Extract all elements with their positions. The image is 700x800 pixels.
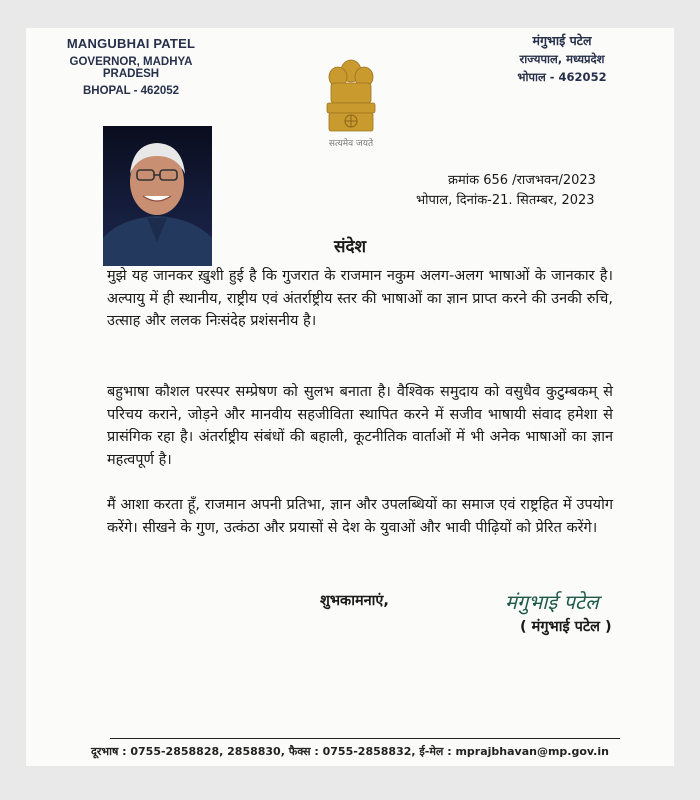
reference-number: क्रमांक 656 /राजभवन/2023 (448, 173, 596, 188)
address-en: BHOPAL - 462052 (82, 85, 180, 97)
governor-designation-en: GOVERNOR, MADHYA PRADESH (69, 56, 193, 80)
contact-footer: दूरभाष : 0755-2858828, 2858830, फैक्स : 0755-2858832, ई-मेल : mprajbhavan@mp.gov.in (91, 745, 609, 758)
header-left (46, 36, 216, 97)
governor-name-en: MANGUBHAI PATEL (66, 36, 196, 51)
governor-designation-hi: राज्यपाल, मध्यप्रदेश (519, 52, 605, 66)
handwritten-signature: मंगुभाई पटेल (505, 590, 599, 614)
header-right (492, 32, 632, 85)
emblem-motto: सत्यमेव जयते (328, 139, 374, 149)
footer-divider (110, 738, 620, 739)
closing-greeting: शुभकामनाएं, (320, 593, 389, 609)
paragraph-3: मैं आशा करता हूँ, राजमान अपनी प्रतिभा, ज्ञान और उपलब्धियों का समाज एवं राष्ट्रहित में उपयोग करेंगे। सीखने के गुण, उत्कंठा और प्रयासों से देश के युवाओं और भावी पीढ़ियों को प्रेरित करेंगे। (107, 497, 613, 536)
paragraph-2: बहुभाषा कौशल परस्पर सम्प्रेषण को सुलभ बनाता है। वैश्विक समुदाय को वसुधैव कुटुम्बकम् से परिचय कराने, जोड़ने और मानवीय सहजीविता स्थापित करने में सजीव भाषायी संवाद हमेशा से प्रासंगिक रहा है। अंतर्राष्ट्रीय संबंधों की बहाली, कूटनीतिक वार्ताओं में भी अनेक भाषाओं का ज्ञान महत्वपूर्ण है। (107, 384, 613, 468)
signatory-name: ( मंगुभाई पटेल ) (520, 619, 612, 635)
governor-name-hi: मंगुभाई पटेल (532, 33, 592, 48)
paragraph-1: मुझे यह जानकर ख़ुशी हुई है कि गुजरात के राजमान नकुम अलग-अलग भाषाओं के जानकार है। अल्पायु में ही स्थानीय, राष्ट्रीय एवं अंतर्राष्ट्रीय स्तर की भाषाओं का ज्ञान प्राप्त करने की उनकी रुचि, उत्साह और ललक निःसंदेह प्रशंसनीय है। (107, 268, 613, 329)
address-hi: भोपाल - 462052 (517, 70, 607, 84)
letter-date: भोपाल, दिनांक-21. सितम्बर, 2023 (416, 193, 595, 208)
letter-title: संदेश (333, 237, 367, 257)
